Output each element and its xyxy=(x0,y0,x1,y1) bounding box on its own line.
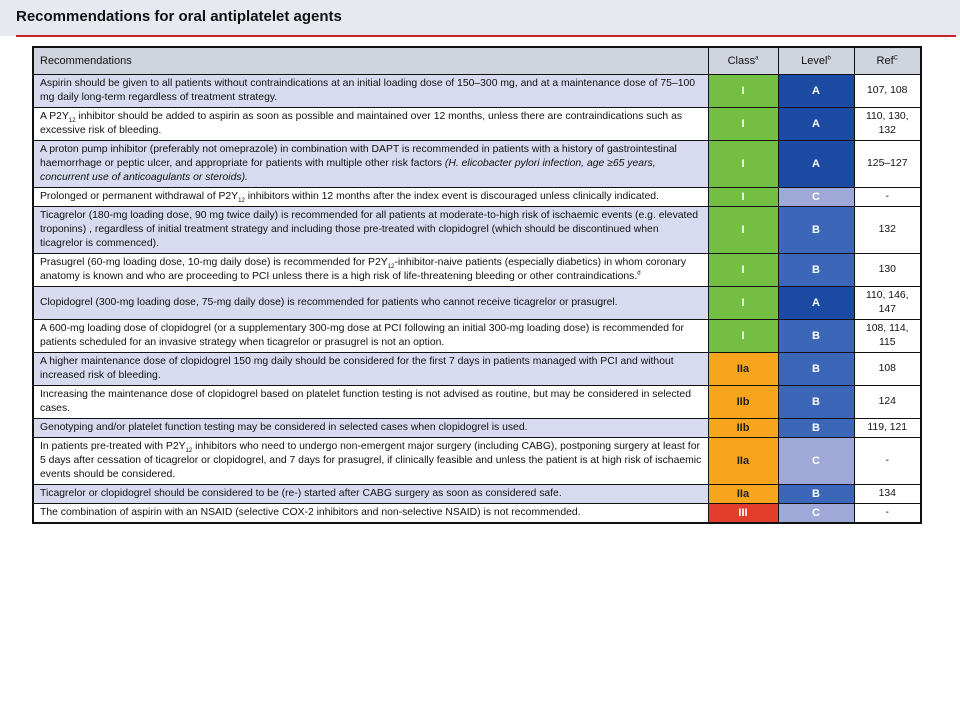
page-title: Recommendations for oral antiplatelet agents xyxy=(16,8,342,25)
ref-cell: 110, 146, 147 xyxy=(854,287,921,320)
table-header-row xyxy=(33,47,921,75)
table-body xyxy=(33,75,921,524)
level-cell: B xyxy=(778,254,854,287)
column-header-class: Class$^a$ xyxy=(708,47,778,75)
ref-footnote-mark: C xyxy=(893,55,898,62)
table-row xyxy=(33,504,921,524)
recommendation-text: A proton pump inhibitor (preferably not omeprazole) in combination with DAPT is recommended in patients with a history of gastrointestinal haemorrhage or peptic ulcer, and appropriate for patients with multiple other risk factors (H. elicobacter pylori infection, age ≥65 years, concurrent use of anticoagulants or steroids). xyxy=(33,141,708,188)
recommendation-text: Prolonged or permanent withdrawal of $P2Y_{12}$ inhibitors within 12 months after the index event is discouraged unless clinically indicated. xyxy=(33,188,708,207)
ref-cell: 108 xyxy=(854,353,921,386)
level-cell: C xyxy=(778,438,854,485)
column-header-ref: Ref$^C$ xyxy=(854,47,921,75)
recommendation-text: In patients pre-treated with $P2Y_{12}$ inhibitors who need to undergo non-emergent major surgery (including CABG), postponing surgery at least for 5 days after cessation of ticagrelor or clopidogrel, and 7 days for prasugrel, if clinically feasible and unless the patient is at high risk of ischaemic events should be considered. xyxy=(33,438,708,485)
footnote-mark: d xyxy=(637,270,641,277)
table-row xyxy=(33,485,921,504)
ref-cell: 108, 114, 115 xyxy=(854,320,921,353)
class-cell: IIa xyxy=(708,438,778,485)
table-row xyxy=(33,353,921,386)
level-cell: B xyxy=(778,353,854,386)
recommendation-text: Ticagrelor or clopidogrel should be considered to be (re-) started after CABG surgery as soon as considered safe. xyxy=(33,485,708,504)
recommendation-text: A higher maintenance dose of clopidogrel 150 mg daily should be considered for the first 7 days in patients managed with PCI and without increased risk of bleeding. xyxy=(33,353,708,386)
table-container xyxy=(32,46,920,524)
recommendation-text: Increasing the maintenance dose of clopidogrel based on platelet function testing is not advised as routine, but may be considered in selected cases. xyxy=(33,386,708,419)
level-cell: A xyxy=(778,108,854,141)
ref-cell: - xyxy=(854,188,921,207)
recommendation-text: Aspirin should be given to all patients without contraindications at an initial loading dose of 150–300 mg, and at a maintenance dose of 75–100 mg daily long-term regardless of treatment strategy. xyxy=(33,75,708,108)
ref-cell: 119, 121 xyxy=(854,419,921,438)
level-cell: C xyxy=(778,188,854,207)
ref-cell: - xyxy=(854,504,921,524)
ref-cell: 107, 108 xyxy=(854,75,921,108)
column-header-level: Level$^b$ xyxy=(778,47,854,75)
level-cell: C xyxy=(778,504,854,524)
ref-cell: 124 xyxy=(854,386,921,419)
class-cell: I xyxy=(708,254,778,287)
level-footnote-mark: b xyxy=(827,55,831,62)
class-cell: IIb xyxy=(708,386,778,419)
ref-cell: 110, 130, 132 xyxy=(854,108,921,141)
table-row xyxy=(33,386,921,419)
level-cell: A xyxy=(778,141,854,188)
ref-cell: 132 xyxy=(854,207,921,254)
recommendation-text: A 600-mg loading dose of clopidogrel (or a supplementary 300-mg dose at PCI following an initial 300-mg loading dose) is recommended for patients scheduled for an invasive strategy when ticagrelor or prasugrel is not an option. xyxy=(33,320,708,353)
level-cell: B xyxy=(778,485,854,504)
recommendation-text: A $P2Y_{12}$ inhibitor should be added to aspirin as soon as possible and maintained over 12 months, unless there are contraindications such as excessive risk of bleeding. xyxy=(33,108,708,141)
class-cell: I xyxy=(708,141,778,188)
table-row xyxy=(33,320,921,353)
table-row xyxy=(33,141,921,188)
class-cell: IIa xyxy=(708,485,778,504)
class-cell: I xyxy=(708,108,778,141)
class-cell: I xyxy=(708,188,778,207)
recommendations-table xyxy=(32,46,922,524)
ref-cell: 134 xyxy=(854,485,921,504)
table-row xyxy=(33,254,921,287)
class-cell: IIb xyxy=(708,419,778,438)
table-row xyxy=(33,419,921,438)
class-cell: I xyxy=(708,320,778,353)
level-cell: B xyxy=(778,386,854,419)
class-cell: I xyxy=(708,207,778,254)
class-cell: I xyxy=(708,287,778,320)
class-footnote-mark: a xyxy=(755,55,759,62)
recommendation-text: Clopidogrel (300-mg loading dose, 75-mg daily dose) is recommended for patients who cannot receive ticagrelor or prasugrel. xyxy=(33,287,708,320)
recommendation-note: (H. elicobacter pylori infection, age ≥65 years, concurrent use of anticoagulants or steroids). xyxy=(40,158,656,183)
level-cell: B xyxy=(778,207,854,254)
recommendation-text: Genotyping and/or platelet function testing may be considered in selected cases when clopidogrel is used. xyxy=(33,419,708,438)
class-cell: I xyxy=(708,75,778,108)
column-header-recommendations: Recommendations xyxy=(33,47,708,75)
ref-cell: 125–127 xyxy=(854,141,921,188)
ref-cell: 130 xyxy=(854,254,921,287)
title-rule xyxy=(16,35,956,37)
table-row xyxy=(33,287,921,320)
table-row xyxy=(33,108,921,141)
table-row xyxy=(33,207,921,254)
recommendation-text: The combination of aspirin with an NSAID (selective COX-2 inhibitors and non-selective NSAID) is not recommended. xyxy=(33,504,708,524)
table-row xyxy=(33,75,921,108)
recommendation-text: Ticagrelor (180-mg loading dose, 90 mg twice daily) is recommended for all patients at moderate-to-high risk of ischaemic events (e.g. elevated troponins) , regardless of initial treatment strategy and including those pre-treated with clopidogrel (which should be discontinued when ticagrelor is commenced). xyxy=(33,207,708,254)
level-cell: A xyxy=(778,287,854,320)
level-cell: B xyxy=(778,320,854,353)
level-cell: A xyxy=(778,75,854,108)
table-row xyxy=(33,438,921,485)
table-row xyxy=(33,188,921,207)
class-cell: IIa xyxy=(708,353,778,386)
recommendation-text: Prasugrel (60-mg loading dose, 10-mg daily dose) is recommended for $P2Y_{12}-inhibitor$-naive patients (especially diabetics) in whom coronary anatomy is known and who are proceeding to PCI unless there is a high risk of life-threatening bleeding or other contraindications.$^d$ xyxy=(33,254,708,287)
level-cell: B xyxy=(778,419,854,438)
ref-cell: - xyxy=(854,438,921,485)
class-cell: III xyxy=(708,504,778,524)
